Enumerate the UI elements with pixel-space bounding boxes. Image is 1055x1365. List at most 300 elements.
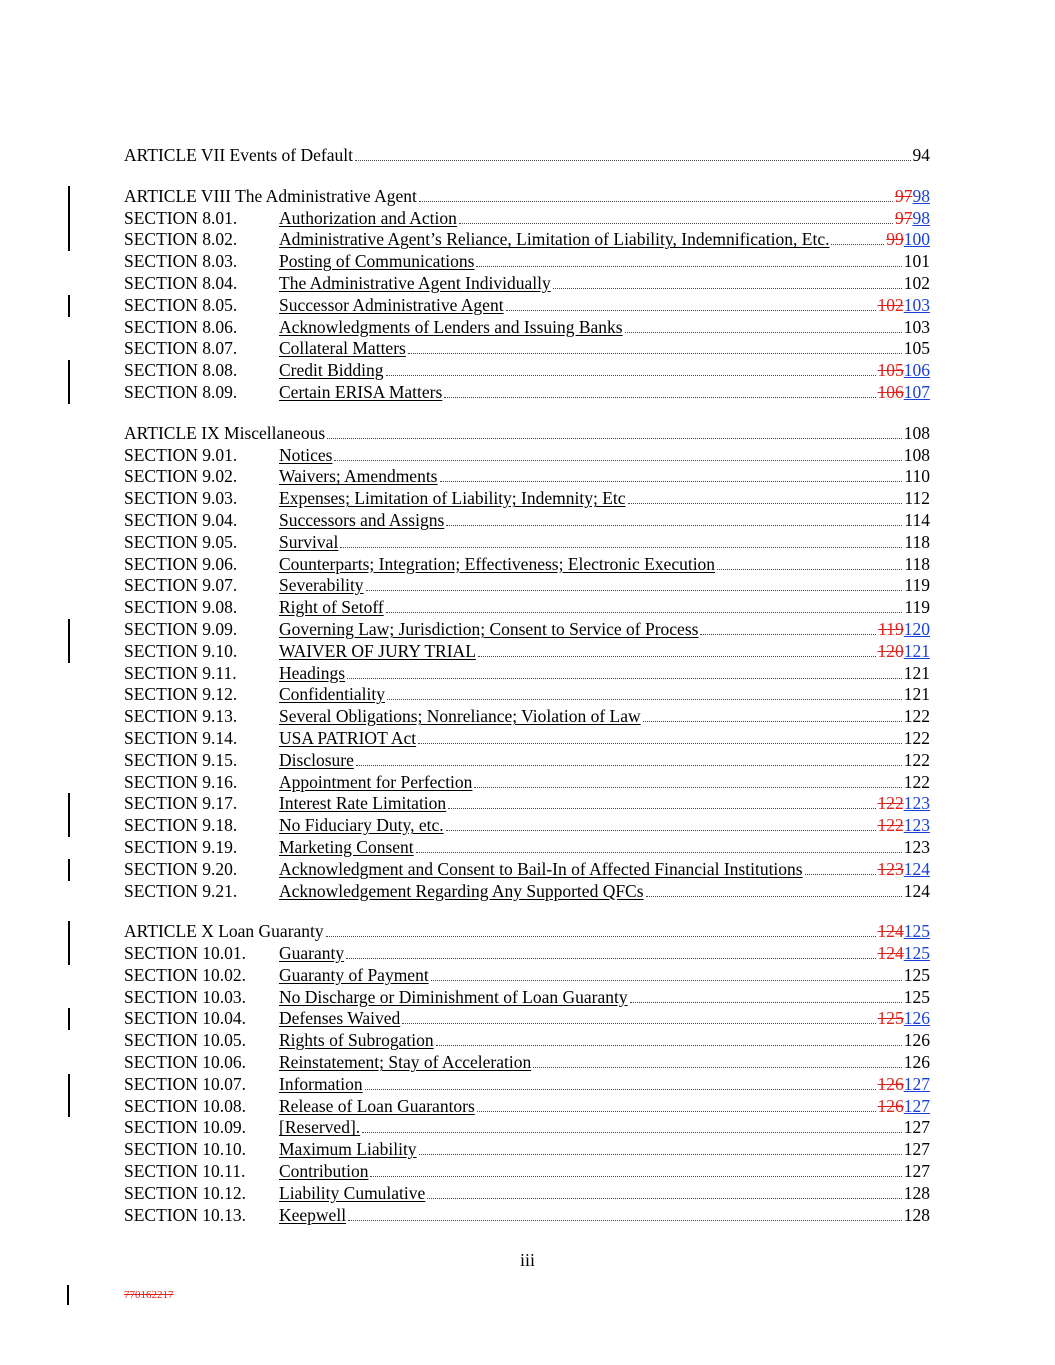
toc-page-number[interactable] bbox=[904, 663, 930, 685]
inserted-page-number[interactable]: 125 bbox=[903, 943, 930, 964]
inserted-page-number[interactable]: 125 bbox=[903, 921, 930, 942]
document-id: 770162217 bbox=[124, 1289, 174, 1301]
page-number-value: 114 bbox=[904, 509, 930, 530]
toc-page-number[interactable] bbox=[904, 1117, 930, 1139]
inserted-page-number[interactable]: 106 bbox=[903, 360, 930, 381]
toc-section-row[interactable] bbox=[124, 532, 930, 554]
section-title-link[interactable]: No Fiduciary Duty, etc. bbox=[279, 815, 444, 836]
inserted-page-number[interactable]: 124 bbox=[903, 858, 930, 879]
toc-article-group bbox=[124, 145, 930, 167]
toc-page-number[interactable] bbox=[878, 619, 930, 641]
toc-section-row[interactable] bbox=[124, 510, 930, 532]
page-number-value: 110 bbox=[904, 466, 930, 487]
change-bar bbox=[68, 1096, 70, 1118]
toc-section-row[interactable] bbox=[124, 360, 930, 382]
section-number: SECTION 10.10. bbox=[124, 1139, 247, 1160]
toc-page-number[interactable] bbox=[904, 1205, 930, 1227]
change-bar bbox=[68, 295, 70, 317]
section-title-link[interactable]: Collateral Matters bbox=[279, 338, 406, 359]
toc-section-row[interactable] bbox=[124, 750, 930, 772]
section-title-link[interactable]: Information bbox=[279, 1073, 363, 1094]
toc-section-row[interactable] bbox=[124, 728, 930, 750]
page-number-value: 127 bbox=[903, 1117, 930, 1138]
page-number-value: 112 bbox=[904, 488, 930, 509]
change-bar bbox=[68, 859, 70, 881]
dot-leader bbox=[700, 634, 876, 635]
toc-section-row[interactable] bbox=[124, 1008, 930, 1030]
toc-page-number[interactable] bbox=[878, 1074, 931, 1096]
section-title-link[interactable]: Release of Loan Guarantors bbox=[279, 1095, 475, 1116]
section-title-link[interactable]: Headings bbox=[279, 662, 346, 683]
dot-leader bbox=[327, 438, 902, 439]
page-number-value: 101 bbox=[903, 251, 930, 272]
toc-page-number[interactable] bbox=[904, 554, 930, 576]
page-number-value: 127 bbox=[903, 1161, 930, 1182]
inserted-page-number[interactable]: 98 bbox=[912, 207, 930, 228]
page-number-value: 125 bbox=[903, 986, 930, 1007]
section-number: SECTION 9.04. bbox=[124, 509, 238, 530]
section-title-link[interactable]: Several Obligations; Nonreliance; Violation of Law bbox=[279, 706, 641, 727]
dot-leader bbox=[346, 958, 875, 959]
inserted-page-number[interactable]: 107 bbox=[903, 381, 930, 402]
toc-article-row[interactable] bbox=[124, 423, 930, 445]
page-number-value: 125 bbox=[903, 964, 930, 985]
toc-section-row[interactable] bbox=[124, 1030, 930, 1052]
toc-section-row[interactable] bbox=[124, 317, 930, 339]
page-number-value: 108 bbox=[903, 422, 930, 443]
dot-leader bbox=[506, 310, 876, 311]
change-bar bbox=[68, 921, 70, 943]
section-number: SECTION 8.05. bbox=[124, 294, 238, 315]
section-title-link[interactable]: Acknowledgement Regarding Any Supported QFCs bbox=[279, 880, 644, 901]
toc-page-number[interactable] bbox=[904, 510, 930, 532]
toc-page-number[interactable] bbox=[904, 706, 930, 728]
section-number: SECTION 9.17. bbox=[124, 793, 238, 814]
section-number: SECTION 9.18. bbox=[124, 815, 238, 836]
dot-leader bbox=[446, 525, 902, 526]
section-number: SECTION 9.07. bbox=[124, 575, 238, 596]
section-title-link[interactable]: WAIVER OF JURY TRIAL bbox=[279, 640, 476, 661]
toc-page-number[interactable] bbox=[904, 466, 930, 488]
section-number: SECTION 9.08. bbox=[124, 597, 238, 618]
dot-leader bbox=[334, 460, 901, 461]
dot-leader bbox=[444, 397, 875, 398]
section-number: SECTION 9.03. bbox=[124, 488, 238, 509]
dot-leader bbox=[355, 160, 911, 161]
toc-article-row[interactable] bbox=[124, 186, 930, 208]
toc-article-group bbox=[124, 423, 930, 903]
section-title-link[interactable]: Appointment for Perfection bbox=[279, 771, 473, 792]
change-bar bbox=[68, 382, 70, 404]
dot-leader bbox=[630, 1002, 902, 1003]
section-title-link[interactable]: No Discharge or Diminishment of Loan Guaranty bbox=[279, 986, 628, 1007]
deleted-page-number: 105 bbox=[877, 360, 904, 381]
deleted-page-number: 124 bbox=[877, 921, 904, 942]
dot-leader bbox=[427, 1198, 901, 1199]
section-title-link[interactable]: The Administrative Agent Individually bbox=[279, 272, 551, 293]
section-number: SECTION 9.16. bbox=[124, 771, 238, 792]
page-number-value: 122 bbox=[903, 749, 930, 770]
toc-page-number[interactable] bbox=[878, 641, 931, 663]
toc-page-number[interactable] bbox=[878, 295, 931, 317]
deleted-page-number: 122 bbox=[877, 815, 904, 836]
dot-leader bbox=[476, 266, 901, 267]
section-title-link[interactable]: Confidentiality bbox=[279, 684, 385, 705]
section-title-link[interactable]: Expenses; Limitation of Liability; Indemnity; Etc bbox=[279, 488, 626, 509]
dot-leader bbox=[436, 1045, 902, 1046]
toc-page-number[interactable] bbox=[904, 987, 930, 1009]
change-bar bbox=[68, 1074, 70, 1096]
change-bar bbox=[67, 1285, 69, 1305]
section-number: SECTION 8.04. bbox=[124, 272, 238, 293]
dot-leader bbox=[459, 223, 893, 224]
section-number: SECTION 10.07. bbox=[124, 1073, 247, 1094]
change-bar bbox=[68, 793, 70, 815]
section-title-link[interactable]: Marketing Consent bbox=[279, 836, 414, 857]
section-title-link[interactable]: Contribution bbox=[279, 1161, 369, 1182]
section-number: SECTION 10.04. bbox=[124, 1008, 247, 1029]
section-number: SECTION 9.09. bbox=[124, 618, 238, 639]
section-number: SECTION 8.01. bbox=[124, 207, 238, 228]
toc-page-number[interactable] bbox=[904, 750, 930, 772]
toc-page-number[interactable] bbox=[878, 793, 931, 815]
change-bar bbox=[68, 815, 70, 837]
dot-leader bbox=[366, 590, 903, 591]
inserted-page-number[interactable]: 103 bbox=[903, 294, 930, 315]
inserted-page-number[interactable]: 120 bbox=[903, 618, 930, 639]
section-title-link[interactable]: Governing Law; Jurisdiction; Consent to Service of Process bbox=[279, 618, 699, 639]
toc-section-row[interactable] bbox=[124, 1139, 930, 1161]
page-number-value: 124 bbox=[903, 880, 930, 901]
section-title-link[interactable]: Keepwell bbox=[279, 1204, 347, 1225]
toc-section-row[interactable] bbox=[124, 251, 930, 273]
toc-section-row[interactable] bbox=[124, 815, 930, 837]
toc-page-number[interactable] bbox=[904, 965, 930, 987]
toc-section-row[interactable] bbox=[124, 229, 930, 251]
toc-page-number[interactable] bbox=[886, 229, 930, 251]
dot-leader bbox=[646, 896, 902, 897]
section-title-link[interactable]: Successor Administrative Agent bbox=[279, 294, 504, 315]
article-title: ARTICLE VIII The Administrative Agent bbox=[124, 185, 417, 206]
toc-page-number[interactable] bbox=[904, 1161, 930, 1183]
toc-section-row[interactable] bbox=[124, 1183, 930, 1205]
deleted-page-number: 102 bbox=[877, 294, 904, 315]
dot-leader bbox=[643, 721, 902, 722]
section-number: SECTION 9.05. bbox=[124, 531, 238, 552]
toc-section-row[interactable] bbox=[124, 1096, 930, 1118]
dot-leader bbox=[446, 830, 876, 831]
change-bar bbox=[68, 1008, 70, 1030]
toc-section-row[interactable] bbox=[124, 445, 930, 467]
toc-section-row[interactable] bbox=[124, 987, 930, 1009]
inserted-page-number[interactable]: 98 bbox=[912, 185, 930, 206]
toc-page-number[interactable] bbox=[878, 360, 931, 382]
deleted-page-number: 122 bbox=[877, 793, 904, 814]
section-title-link[interactable]: Waivers; Amendments bbox=[279, 466, 438, 487]
page-number-value: 128 bbox=[903, 1204, 930, 1225]
toc-page-number[interactable] bbox=[878, 1008, 931, 1030]
toc-section-row[interactable] bbox=[124, 1052, 930, 1074]
page-number-value: 121 bbox=[903, 662, 930, 683]
dot-leader bbox=[805, 874, 876, 875]
page-number-value: 122 bbox=[903, 771, 930, 792]
dot-leader bbox=[362, 1132, 902, 1133]
section-title-link[interactable]: Disclosure bbox=[279, 749, 354, 770]
change-bar bbox=[68, 360, 70, 382]
article-title: ARTICLE IX Miscellaneous bbox=[124, 422, 326, 443]
page-number-value: 118 bbox=[904, 531, 930, 552]
section-number: SECTION 9.10. bbox=[124, 640, 238, 661]
section-number: SECTION 10.13. bbox=[124, 1204, 247, 1225]
section-number: SECTION 9.20. bbox=[124, 858, 238, 879]
section-number: SECTION 10.05. bbox=[124, 1030, 247, 1051]
deleted-page-number: 126 bbox=[877, 1095, 904, 1116]
page-number-value: 118 bbox=[904, 553, 930, 574]
dot-leader bbox=[831, 244, 884, 245]
toc-article-group bbox=[124, 186, 930, 404]
toc-page-number[interactable] bbox=[878, 1096, 931, 1118]
toc-page-number[interactable] bbox=[904, 1139, 930, 1161]
page-number: iii bbox=[519, 1250, 535, 1270]
section-number: SECTION 9.13. bbox=[124, 706, 238, 727]
page-number-value: 94 bbox=[912, 145, 930, 165]
toc-page-number[interactable] bbox=[904, 597, 930, 619]
section-number: SECTION 8.06. bbox=[124, 316, 238, 337]
toc-page-number[interactable] bbox=[904, 837, 930, 859]
inserted-page-number[interactable]: 121 bbox=[903, 640, 930, 661]
toc-page-number[interactable] bbox=[904, 423, 930, 445]
toc-page-number[interactable] bbox=[878, 815, 931, 837]
section-number: SECTION 10.11. bbox=[124, 1161, 246, 1182]
deleted-page-number: 124 bbox=[877, 943, 904, 964]
section-title-link[interactable]: Certain ERISA Matters bbox=[279, 381, 443, 402]
section-title-link[interactable]: Posting of Communications bbox=[279, 251, 475, 272]
page-number-value: 122 bbox=[903, 727, 930, 748]
page-number-value: 122 bbox=[903, 706, 930, 727]
inserted-page-number[interactable]: 127 bbox=[903, 1095, 930, 1116]
toc-section-row[interactable] bbox=[124, 772, 930, 794]
toc-page-number[interactable] bbox=[878, 943, 931, 965]
toc-section-row[interactable] bbox=[124, 965, 930, 987]
deleted-page-number: 126 bbox=[877, 1073, 904, 1094]
toc-page-number[interactable] bbox=[904, 728, 930, 750]
section-title-link[interactable]: Reinstatement; Stay of Acceleration bbox=[279, 1052, 532, 1073]
toc-page-number[interactable] bbox=[878, 859, 931, 881]
toc-article-group bbox=[124, 921, 930, 1226]
toc-section-row[interactable] bbox=[124, 706, 930, 728]
section-title-link[interactable]: Rights of Subrogation bbox=[279, 1030, 434, 1051]
dot-leader bbox=[402, 1023, 875, 1024]
table-of-contents bbox=[124, 145, 930, 1245]
dot-leader bbox=[408, 353, 902, 354]
section-title-link[interactable]: Credit Bidding bbox=[279, 360, 384, 381]
toc-page-number[interactable] bbox=[904, 1030, 930, 1052]
section-number: SECTION 8.07. bbox=[124, 338, 238, 359]
toc-page-number[interactable] bbox=[904, 532, 930, 554]
inserted-page-number[interactable]: 123 bbox=[903, 815, 930, 836]
toc-page-number[interactable] bbox=[904, 881, 930, 903]
section-number: SECTION 9.02. bbox=[124, 466, 238, 487]
change-bar bbox=[68, 619, 70, 641]
toc-section-row[interactable] bbox=[124, 382, 930, 404]
dot-leader bbox=[474, 787, 901, 788]
toc-section-row[interactable] bbox=[124, 554, 930, 576]
dot-leader bbox=[356, 765, 902, 766]
toc-section-row[interactable] bbox=[124, 338, 930, 360]
section-title-link[interactable]: Acknowledgments of Lenders and Issuing Banks bbox=[279, 316, 623, 337]
dot-leader bbox=[326, 936, 876, 937]
dot-leader bbox=[440, 481, 903, 482]
page-number-value: 119 bbox=[904, 597, 930, 618]
toc-section-row[interactable] bbox=[124, 641, 930, 663]
section-title-link[interactable]: USA PATRIOT Act bbox=[279, 727, 417, 748]
toc-page-number[interactable] bbox=[878, 921, 931, 943]
toc-section-row[interactable] bbox=[124, 793, 930, 815]
toc-section-row[interactable] bbox=[124, 684, 930, 706]
toc-section-row[interactable] bbox=[124, 488, 930, 510]
section-title-link[interactable]: Administrative Agent’s Reliance, Limitation of Liability, Indemnification, Etc. bbox=[279, 229, 830, 250]
dot-leader bbox=[340, 547, 902, 548]
section-title-link[interactable]: Interest Rate Limitation bbox=[279, 793, 447, 814]
section-title-link[interactable]: Defenses Waived bbox=[279, 1008, 401, 1029]
page-number-value: 105 bbox=[903, 338, 930, 359]
dot-leader bbox=[370, 1176, 901, 1177]
change-bar bbox=[68, 208, 70, 230]
toc-page-number[interactable] bbox=[904, 251, 930, 273]
toc-section-row[interactable] bbox=[124, 466, 930, 488]
dot-leader bbox=[478, 656, 876, 657]
section-number: SECTION 10.02. bbox=[124, 964, 247, 985]
section-number: SECTION 9.06. bbox=[124, 553, 238, 574]
section-number: SECTION 10.08. bbox=[124, 1095, 247, 1116]
dot-leader bbox=[717, 569, 902, 570]
section-title-link[interactable]: Guaranty bbox=[279, 943, 345, 964]
section-number: SECTION 8.02. bbox=[124, 229, 238, 250]
toc-page-number[interactable] bbox=[913, 145, 931, 167]
section-title-link[interactable]: Acknowledgment and Consent to Bail-In of Affected Financial Institutions bbox=[279, 858, 803, 879]
section-number: SECTION 9.15. bbox=[124, 749, 238, 770]
inserted-page-number[interactable]: 100 bbox=[903, 229, 930, 250]
deleted-page-number: 97 bbox=[895, 207, 913, 228]
toc-page-number[interactable] bbox=[878, 382, 931, 404]
section-title-link[interactable]: Maximum Liability bbox=[279, 1139, 417, 1160]
dot-leader bbox=[477, 1111, 876, 1112]
deleted-page-number: 106 bbox=[877, 381, 904, 402]
dot-leader bbox=[431, 980, 902, 981]
section-number: SECTION 10.09. bbox=[124, 1117, 247, 1138]
inserted-page-number[interactable]: 126 bbox=[903, 1008, 930, 1029]
toc-section-row[interactable] bbox=[124, 943, 930, 965]
section-title-link[interactable]: Successors and Assigns bbox=[279, 509, 445, 530]
dot-leader bbox=[628, 503, 903, 504]
change-bar bbox=[68, 186, 70, 208]
toc-section-row[interactable] bbox=[124, 597, 930, 619]
section-title-link[interactable]: Right of Setoff bbox=[279, 597, 384, 618]
toc-section-row[interactable] bbox=[124, 837, 930, 859]
toc-section-row[interactable] bbox=[124, 1074, 930, 1096]
toc-page-number[interactable] bbox=[904, 684, 930, 706]
article-title: ARTICLE X Loan Guaranty bbox=[124, 921, 324, 942]
page-number-value: 127 bbox=[903, 1139, 930, 1160]
toc-section-row[interactable] bbox=[124, 1205, 930, 1227]
section-title-link[interactable]: [Reserved]. bbox=[279, 1117, 361, 1138]
toc-section-row[interactable] bbox=[124, 1117, 930, 1139]
toc-section-row[interactable] bbox=[124, 208, 930, 230]
change-bar bbox=[68, 641, 70, 663]
toc-page-number[interactable] bbox=[904, 772, 930, 794]
dot-leader bbox=[347, 678, 902, 679]
toc-section-row[interactable] bbox=[124, 295, 930, 317]
section-title-link[interactable]: Counterparts; Integration; Effectiveness; Electronic Execution bbox=[279, 553, 716, 574]
dot-leader bbox=[416, 852, 902, 853]
section-number: SECTION 8.03. bbox=[124, 251, 238, 272]
toc-page-number[interactable] bbox=[904, 1052, 930, 1074]
toc-section-row[interactable] bbox=[124, 1161, 930, 1183]
toc-page-number[interactable] bbox=[904, 338, 930, 360]
dot-leader bbox=[419, 201, 893, 202]
toc-article-row[interactable] bbox=[124, 921, 930, 943]
toc-section-row[interactable] bbox=[124, 575, 930, 597]
section-number: SECTION 9.14. bbox=[124, 727, 238, 748]
section-title-link[interactable]: Notices bbox=[279, 444, 333, 465]
toc-page-number[interactable] bbox=[904, 1183, 930, 1205]
page-number-value: 102 bbox=[903, 272, 930, 293]
page-number-value: 119 bbox=[904, 575, 930, 596]
toc-page-number[interactable] bbox=[904, 317, 930, 339]
section-number: SECTION 8.09. bbox=[124, 381, 238, 402]
toc-page-number[interactable] bbox=[895, 186, 930, 208]
page-number-value: 123 bbox=[903, 836, 930, 857]
section-number: SECTION 9.01. bbox=[124, 444, 238, 465]
dot-leader bbox=[387, 699, 902, 700]
change-bar bbox=[68, 229, 70, 251]
dot-leader bbox=[625, 332, 902, 333]
section-title-link[interactable]: Survival bbox=[279, 531, 339, 552]
toc-section-row[interactable] bbox=[124, 663, 930, 685]
section-number: SECTION 9.12. bbox=[124, 684, 238, 705]
dot-leader bbox=[348, 1220, 902, 1221]
dot-leader bbox=[553, 288, 902, 289]
section-number: SECTION 10.01. bbox=[124, 943, 247, 964]
section-title-link[interactable]: Severability bbox=[279, 575, 364, 596]
toc-page-number[interactable] bbox=[904, 575, 930, 597]
toc-section-row[interactable] bbox=[124, 619, 930, 641]
toc-section-row[interactable] bbox=[124, 859, 930, 881]
section-title-link[interactable]: Guaranty of Payment bbox=[279, 964, 429, 985]
dot-leader bbox=[365, 1089, 876, 1090]
inserted-page-number[interactable]: 127 bbox=[903, 1073, 930, 1094]
inserted-page-number[interactable]: 123 bbox=[903, 793, 930, 814]
toc-page-number[interactable] bbox=[904, 488, 930, 510]
deleted-page-number: 120 bbox=[877, 640, 904, 661]
change-bar bbox=[68, 943, 70, 965]
page-number-value: 126 bbox=[903, 1052, 930, 1073]
section-title-link[interactable]: Authorization and Action bbox=[279, 207, 457, 228]
toc-page-number[interactable] bbox=[904, 445, 930, 467]
dot-leader bbox=[386, 375, 876, 376]
section-number: SECTION 8.08. bbox=[124, 360, 238, 381]
toc-article-row[interactable] bbox=[124, 145, 930, 167]
toc-page-number[interactable] bbox=[895, 208, 930, 230]
article-title: ARTICLE VII Events of Default bbox=[124, 145, 353, 165]
section-number: SECTION 10.06. bbox=[124, 1052, 247, 1073]
toc-section-row[interactable] bbox=[124, 881, 930, 903]
toc-page-number[interactable] bbox=[904, 273, 930, 295]
deleted-page-number: 125 bbox=[877, 1008, 904, 1029]
page-number-value: 126 bbox=[903, 1030, 930, 1051]
section-title-link[interactable]: Liability Cumulative bbox=[279, 1182, 426, 1203]
toc-section-row[interactable] bbox=[124, 273, 930, 295]
